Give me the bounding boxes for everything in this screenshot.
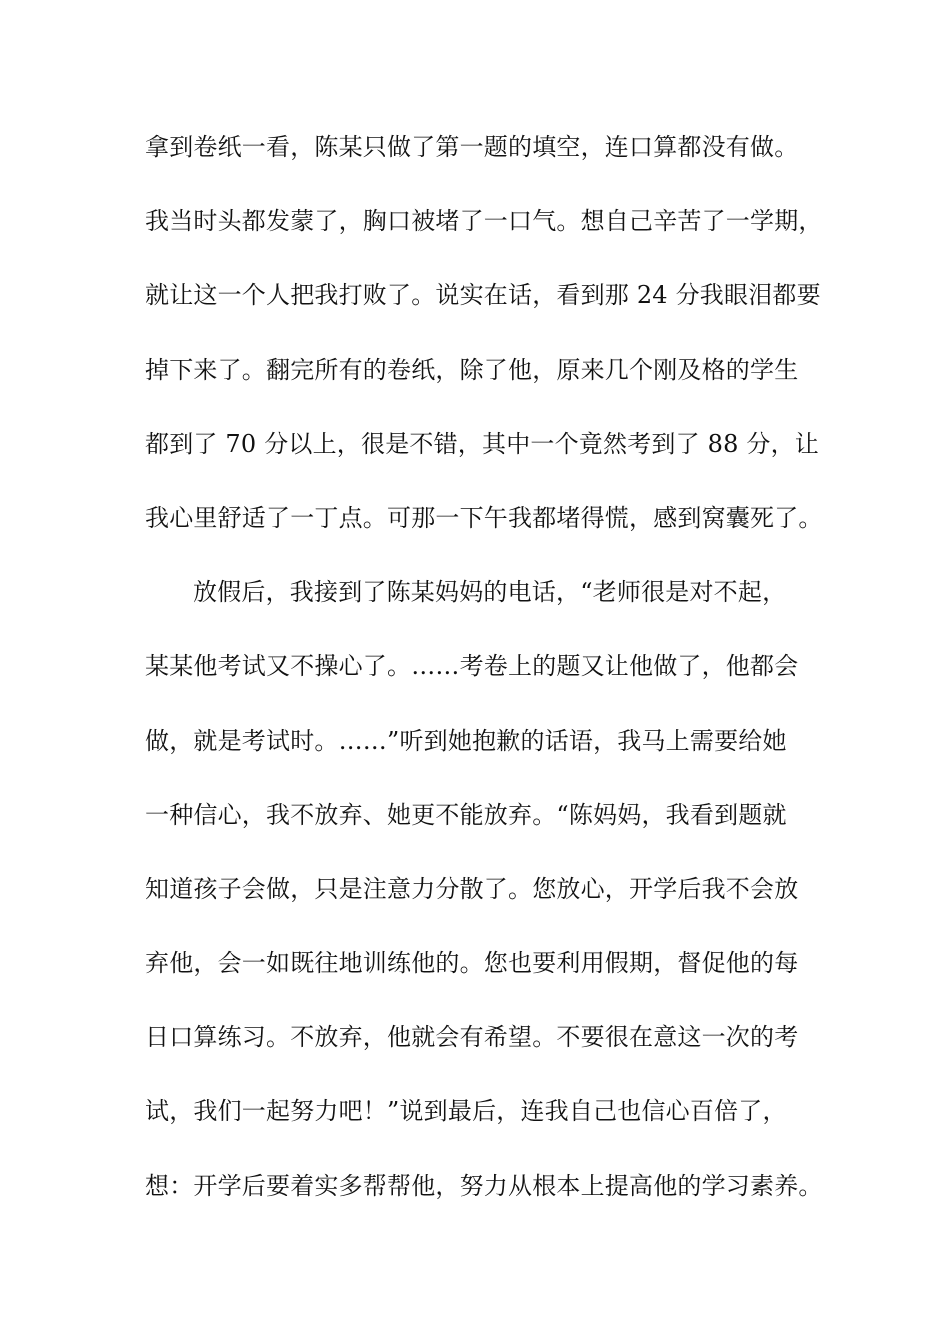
text-line: 做，就是考试时。……”听到她抱歉的话语，我马上需要给她	[145, 726, 787, 755]
text-line: 试，我们一起努力吧！”说到最后，连我自己也信心百倍了，	[145, 1097, 787, 1126]
text-line: 想：开学后要着实多帮帮他，努力从根本上提高他的学习素养。	[145, 1171, 823, 1200]
text-line: 拿到卷纸一看，陈某只做了第一题的填空，连口算都没有做。	[145, 133, 799, 161]
text-line: 都到了 70 分以上，很是不错，其中一个竟然考到了 88 分，让	[145, 429, 819, 458]
text-line: 知道孩子会做，只是注意力分散了。您放心，开学后我不会放	[145, 874, 799, 903]
text-line: 就让这一个人把我打败了。说实在话，看到那 24 分我眼泪都要	[145, 281, 821, 310]
text-line: 一种信心，我不放弃、她更不能放弃。“陈妈妈，我看到题就	[145, 800, 787, 829]
text-line: 掉下来了。翻完所有的卷纸，除了他，原来几个刚及格的学生	[145, 355, 799, 384]
text-line: 弃他，会一如既往地训练他的。您也要利用假期，督促他的每	[145, 949, 799, 978]
text-line: 我当时头都发蒙了，胸口被堵了一口气。想自己辛苦了一学期，	[145, 207, 823, 236]
text-line: 某某他考试又不操心了。……考卷上的题又让他做了，他都会	[145, 652, 799, 681]
text-line: 我心里舒适了一丁点。可那一下午我都堵得慌，感到窝囊死了。	[145, 503, 823, 532]
paragraph-start-line: 放假后，我接到了陈某妈妈的电话，“老师很是对不起，	[193, 578, 787, 607]
body-text	[145, 128, 835, 1241]
text-line: 日口算练习。不放弃，他就会有希望。不要很在意这一次的考	[145, 1023, 799, 1052]
